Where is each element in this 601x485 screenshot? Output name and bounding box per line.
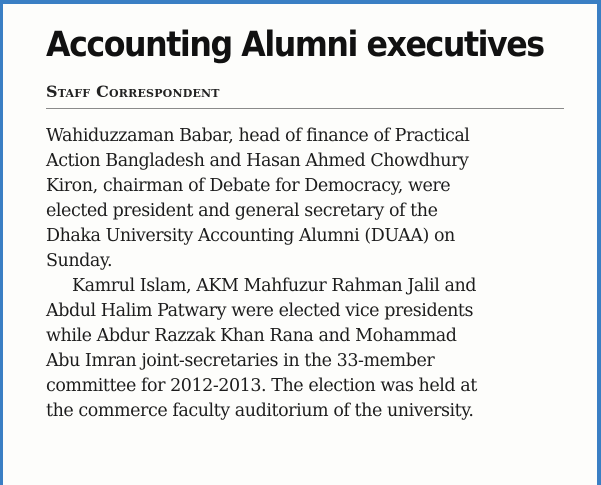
- paragraph-line: the commerce faculty auditorium of the university.: [46, 401, 474, 421]
- paragraph-line: Action Bangladesh and Hasan Ahmed Chowdhury: [46, 151, 469, 171]
- paragraph-line: Kamrul Islam, AKM Mahfuzur Rahman Jalil and: [72, 276, 477, 296]
- news-article: [46, 20, 574, 424]
- paragraph-line: committee for 2012-2013. The election was held at: [46, 376, 477, 396]
- paragraph-line: Dhaka University Accounting Alumni (DUAA) on: [46, 226, 455, 246]
- paragraph-line: Sunday.: [46, 251, 113, 271]
- paragraph-line: elected president and general secretary of the: [46, 201, 438, 221]
- article-body: [46, 124, 574, 424]
- article-byline: Staff Correspondent: [46, 82, 220, 101]
- article-headline: Accounting Alumni executives: [46, 25, 544, 65]
- paragraph-line: while Abdur Razzak Khan Rana and Mohammad: [46, 326, 457, 346]
- paragraph-line: Abu Imran joint-secretaries in the 33-member: [46, 351, 435, 371]
- paragraph-line: Abdul Halim Patwary were elected vice presidents: [46, 301, 474, 321]
- article-paragraph-1: [46, 124, 574, 274]
- paragraph-line: Kiron, chairman of Debate for Democracy, were: [46, 176, 451, 196]
- article-paragraph-2: [46, 274, 574, 424]
- byline-divider: [46, 108, 564, 109]
- paragraph-line: Wahiduzzaman Babar, head of finance of Practical: [46, 126, 470, 146]
